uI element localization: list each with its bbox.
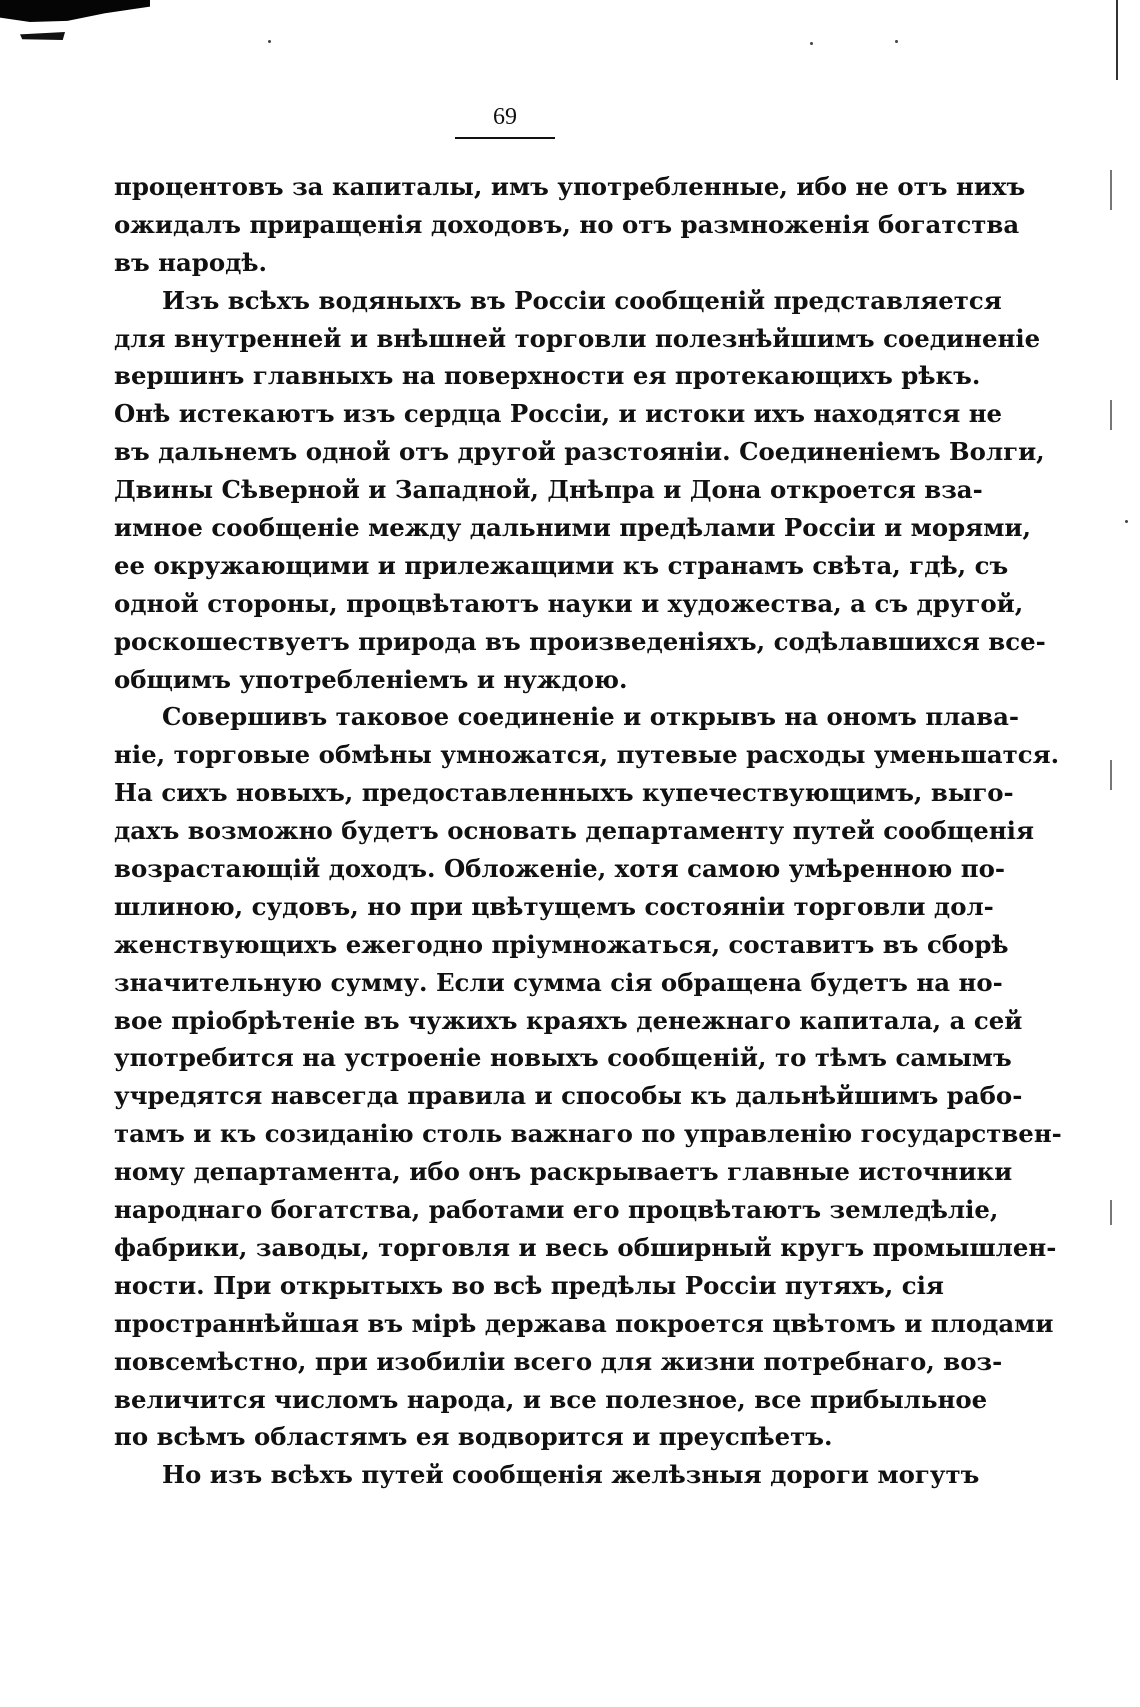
text-line: Двины Сѣверной и Западной, Днѣпра и Дона откроется вза- (114, 475, 983, 505)
text-line: одной стороны, процвѣтаютъ науки и художества, а съ другой, (114, 588, 1024, 618)
paragraph-start-line: Но изъ всѣхъ путей сообщенія желѣзныя дороги могутъ (162, 1460, 980, 1490)
text-line: роскошествуетъ природа въ произведеніяхъ, содѣлавшихся все- (114, 626, 1046, 656)
text-line: ніе, торговые обмѣны умножатся, путевые расходы уменьшатся. (114, 740, 1060, 770)
text-line: ожидалъ приращенія доходовъ, но отъ размноженія богатства (114, 209, 1020, 239)
paragraph-start-line: Совершивъ таковое соединеніе и открывъ на ономъ плава- (162, 702, 1020, 732)
text-line: дахъ возможно будетъ основать департаменту путей сообщенія (114, 816, 1034, 846)
page-edge-tick (1110, 1200, 1112, 1225)
page-edge-tick (1110, 400, 1112, 430)
text-line: вое пріобрѣтеніе въ чужихъ краяхъ денежнаго капитала, а сей (114, 1005, 1023, 1035)
text-line: народнаго богатства, работами его процвѣтаютъ земледѣліе, (114, 1195, 999, 1225)
page-edge-tick (1110, 760, 1112, 790)
scan-speck (895, 40, 898, 43)
text-line: возрастающій доходъ. Обложеніе, хотя самою умѣренною по- (114, 854, 1005, 884)
text-line: учредятся навсегда правила и способы къ дальнѣйшимъ рабо- (114, 1081, 1023, 1111)
text-line: по всѣмъ областямъ ея водворится и преуспѣетъ. (114, 1422, 833, 1452)
text-line: фабрики, заводы, торговля и весь обширный кругъ промышлен- (114, 1232, 1057, 1262)
text-line: для внутренней и внѣшней торговли полезнѣйшимъ соединеніе (114, 323, 1041, 353)
scan-speck (1125, 520, 1128, 523)
text-line: вершинъ главныхъ на поверхности ея протекающихъ рѣкъ. (114, 361, 981, 391)
text-line: повсемѣстно, при изобиліи всего для жизни потребнаго, воз- (114, 1346, 1003, 1376)
text-line: употребится на устроеніе новыхъ сообщеній, то тѣмъ самымъ (114, 1043, 1012, 1073)
text-line: тамъ и къ созиданію столь важнаго по управленію государствен- (114, 1119, 1062, 1149)
text-line: общимъ употребленіемъ и нуждою. (114, 664, 628, 694)
text-line: въ народѣ. (114, 247, 268, 277)
text-line: значительную сумму. Если сумма сія обращена будетъ на но- (114, 967, 1003, 997)
scan-artifact-top-left (0, 0, 150, 22)
scan-artifact-dash (20, 32, 65, 40)
text-line: пространнѣйшая въ мірѣ держава покроется цвѣтомъ и плодами (114, 1308, 1054, 1338)
page-edge-line (1116, 0, 1118, 80)
text-line: величится числомъ народа, и все полезное, все прибыльное (114, 1384, 988, 1414)
text-line: ному департамента, ибо онъ раскрываетъ главные источники (114, 1157, 1013, 1187)
text-line: ности. При открытыхъ во всѣ предѣлы Россіи путяхъ, сія (114, 1270, 944, 1300)
text-line: шлиною, судовъ, но при цвѣтущемъ состояніи торговли дол- (114, 891, 994, 921)
text-line: На сихъ новыхъ, предоставленныхъ купечествующимъ, выго- (114, 778, 1014, 808)
text-line: женствующихъ ежегодно пріумножаться, составитъ въ сборѣ (114, 929, 1009, 959)
text-line: имное сообщеніе между дальними предѣлами Россіи и морями, (114, 513, 1031, 543)
page-number: 69 (455, 104, 555, 137)
text-line: процентовъ за капиталы, имъ употребленные, ибо не отъ нихъ (114, 172, 1026, 201)
page-edge-tick (1110, 170, 1112, 210)
text-line: въ дальнемъ одной отъ другой разстояніи. Соединеніемъ Волги, (114, 437, 1045, 467)
paragraph-start-line: Изъ всѣхъ водяныхъ въ Россіи сообщеній представляется (162, 285, 1002, 315)
text-line: ее окружающими и прилежащими къ странамъ свѣта, гдѣ, съ (114, 550, 1009, 580)
scan-speck (268, 40, 271, 43)
body-text (114, 168, 1062, 1494)
text-line: Онѣ истекаютъ изъ сердца Россіи, и истоки ихъ находятся не (114, 399, 1003, 429)
scan-speck (810, 42, 813, 45)
